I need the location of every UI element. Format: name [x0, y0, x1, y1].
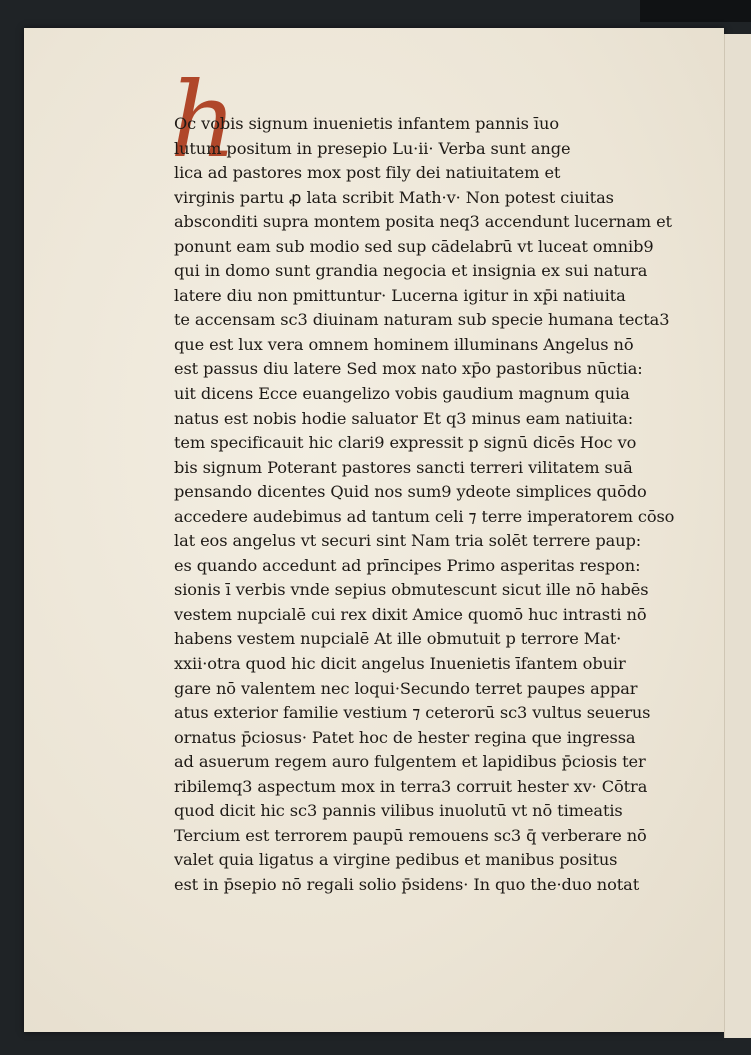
text-line: virginis partu ꝓ lata scribit Math·v· Non potest ciuitas: [174, 187, 614, 207]
text-line: latere diu non pmittuntur· Lucerna igitur in xp̄i natiuita: [174, 285, 626, 305]
text-block: [174, 112, 678, 898]
text-line: accedere audebimus ad tantum celi ⁊ terre imperatorem cōso: [174, 506, 675, 526]
text-line: Tercium est terrorem paupū remouens sc3 q̄ verberare nō: [174, 825, 647, 845]
text-line: ad asuerum regem auro fulgentem et lapidibus p̄ciosis ter: [174, 752, 646, 772]
background-edge: [640, 0, 751, 22]
text-line: xxii·otra quod hic dicit angelus Inuenietis īfantem obuir: [174, 654, 626, 674]
decorated-initial: h: [170, 59, 237, 181]
text-line: que est lux vera omnem hominem illuminans Angelus nō: [174, 334, 634, 354]
text-line: valet quia ligatus a virgine pedibus et manibus positus: [174, 850, 618, 870]
text-line: est in p̄sepio nō regali solio p̄sidens· In quo the·duo notat: [174, 874, 640, 894]
text-line: lutum positum in presepio Lu·ii· Verba sunt ange: [174, 138, 571, 158]
text-line: habens vestem nupcialē At ille obmutuit p terrore Mat·: [174, 629, 622, 649]
text-line: vestem nupcialē cui rex dixit Amice quomō huc intrasti nō: [174, 604, 647, 624]
text-line: atus exterior familie vestium ⁊ ceterorū sc3 vultus seuerus: [174, 703, 651, 723]
text-line: ornatus p̄ciosus· Patet hoc de hester regina que ingressa: [174, 727, 636, 747]
text-line: qui in domo sunt grandia negocia et insignia ex sui natura: [174, 261, 648, 281]
text-line: ponunt eam sub modio sed sup cādelabrū vt luceat omnib9: [174, 236, 654, 256]
text-line: quod dicit hic sc3 pannis vilibus inuolutū vt nō timeatis: [174, 801, 623, 821]
text-line: lica ad pastores mox post fily dei natiuitatem et: [174, 163, 561, 183]
text-line: gare nō valentem nec loqui·Secundo terret paupes appar: [174, 678, 638, 698]
text-line: sionis ī verbis vnde sepius obmutescunt sicut ille nō habēs: [174, 580, 649, 600]
text-line: es quando accedunt ad prīncipes Primo asperitas respon:: [174, 555, 641, 575]
text-line: est passus diu latere Sed mox nato xp̄o pastoribus nūctia:: [174, 359, 643, 379]
text-line: pensando dicentes Quid nos sum9 ydeote simplices quōdo: [174, 482, 647, 502]
text-line: natus est nobis hodie saluator Et q3 minus eam natiuita:: [174, 408, 634, 428]
next-page-edge: [724, 34, 751, 1038]
text-line: Oc vobis signum inuenietis infantem pannis īuo: [174, 114, 559, 133]
text-line: uit dicens Ecce euangelizo vobis gaudium magnum quia: [174, 384, 630, 404]
text-line: lat eos angelus vt securi sint Nam tria solēt terrere paup:: [174, 531, 642, 551]
text-line: ribilemq3 aspectum mox in terra3 corruit hester xv· Cōtra: [174, 776, 648, 796]
text-line: te accensam sc3 diuinam naturam sub specie humana tecta3: [174, 310, 670, 330]
text-line: bis signum Poterant pastores sancti terreri vilitatem suā: [174, 457, 633, 477]
text-line: absconditi supra montem posita neq3 accendunt lucernam et: [174, 212, 672, 232]
text-line: tem specificauit hic clari9 expressit p signū dicēs Hoc vo: [174, 433, 637, 453]
